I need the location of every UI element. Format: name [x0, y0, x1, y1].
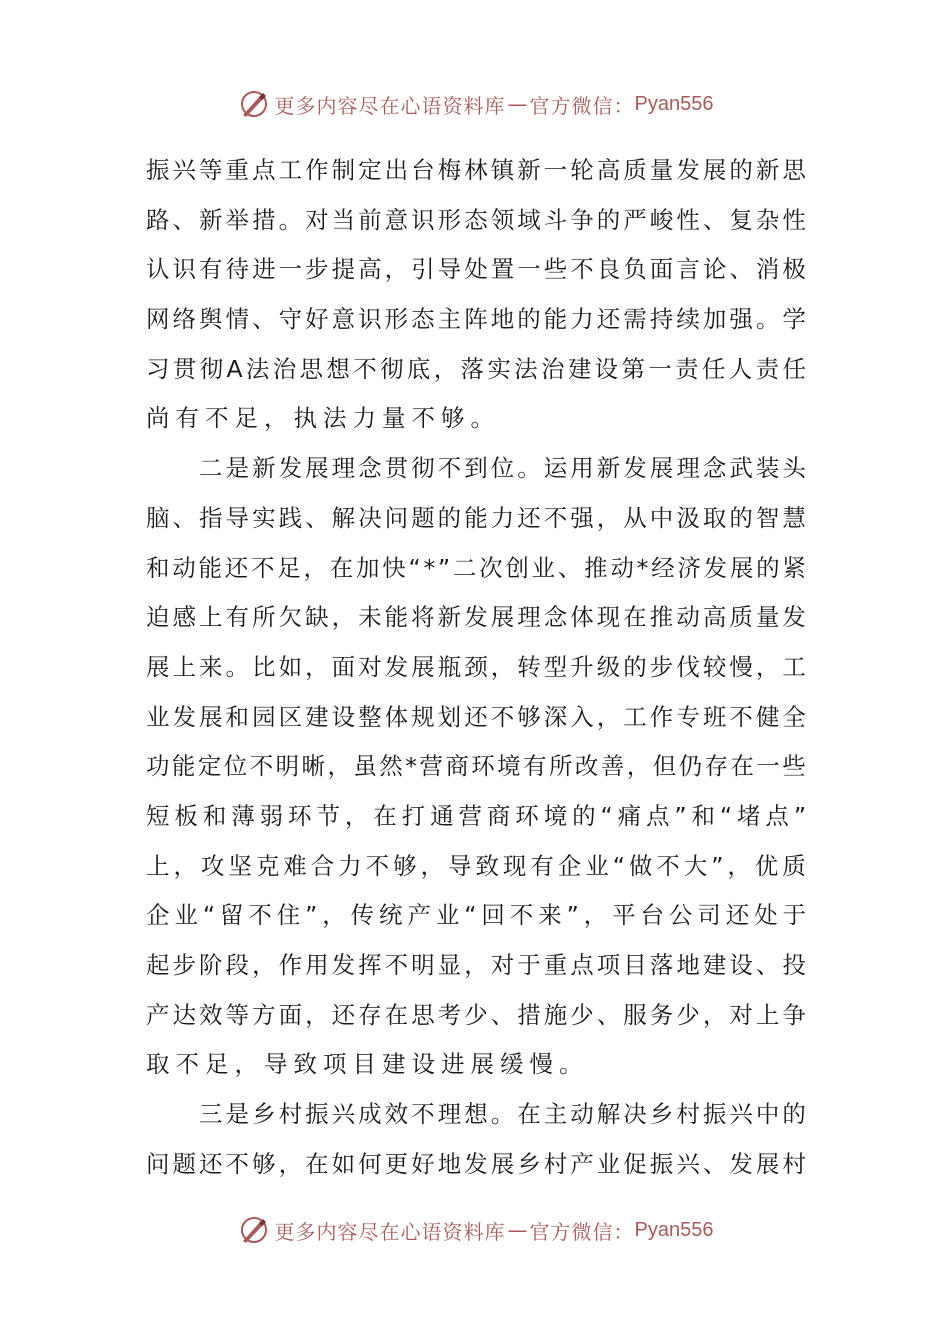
text-line: 企 业 “ 留 不 住 ” ， 传 统 产 业 “ 回 不 来 ” ， 平 台 公 司 还 处 于: [146, 901, 806, 930]
header-banner: [0, 84, 950, 124]
text-line: 取不足，导致项目建设进展缓慢。: [146, 1050, 589, 1079]
text-line: 功 能 定 位 不 明 晰 ， 虽 然 * 营 商 环 境 有 所 改 善 ， 但 仍 存 在 一 些: [146, 752, 806, 781]
footer-site-text: 更多内容尽在心语资料库: [274, 1219, 506, 1244]
footer-separator: —: [507, 1218, 528, 1242]
footer-contact-text: 官方微信：: [529, 1219, 635, 1244]
text-line: 迫 感 上 有 所 欠 缺 ， 未 能 将 新 发 展 理 念 体 现 在 推 动 高 质 量 发: [146, 603, 806, 632]
text-line: 展 上 来 。 比 如 ， 面 对 发 展 瓶 颈 ， 转 型 升 级 的 步 伐 较 慢 ， 工: [146, 652, 806, 681]
text-line: 三 是 乡 村 振 兴 成 效 不 理 想 。 在 主 动 解 决 乡 村 振 兴 中 的: [199, 1100, 806, 1129]
header-contact-id: Pyan556: [634, 92, 714, 115]
text-line: 上 ， 攻 坚 克 难 合 力 不 够 ， 导 致 现 有 企 业 “ 做 不 大 ” ， 优 质: [146, 851, 806, 880]
text-line: 二 是 新 发 展 理 念 贯 彻 不 到 位 。 运 用 新 发 展 理 念 武 装 头: [199, 454, 806, 483]
text-line: 产 达 效 等 方 面 ， 还 存 在 思 考 少 、 措 施 少 、 服 务 少 ， 对 上 争: [146, 1000, 806, 1029]
text-line: 认 识 有 待 进 一 步 提 高 ， 引 导 处 置 一 些 不 良 负 面 言 论 、 消 极: [146, 255, 806, 284]
pen-logo-icon: [237, 87, 271, 121]
footer-contact-id: Pyan556: [634, 1218, 714, 1241]
text-line: 网 络 舆 情 、 守 好 意 识 形 态 主 阵 地 的 能 力 还 需 持 续 加 强 。 学: [146, 305, 806, 334]
text-line: 振 兴 等 重 点 工 作 制 定 出 台 梅 林 镇 新 一 轮 高 质 量 发 展 的 新 思: [146, 156, 806, 184]
pen-logo-icon: [237, 1213, 271, 1247]
document-body: [146, 146, 806, 1189]
text-line: 问 题 还 不 够 ， 在 如 何 更 好 地 发 展 乡 村 产 业 促 振 兴 、 发 展 村: [146, 1149, 806, 1178]
text-line: 和 动 能 还 不 足 ， 在 加 快 “ * ” 二 次 创 业 、 推 动 * 经 济 发 展 的 紧: [146, 553, 806, 582]
footer-banner: [0, 1210, 950, 1250]
header-separator: —: [507, 92, 528, 116]
text-line: 习 贯 彻 A 法 治 思 想 不 彻 底 ， 落 实 法 治 建 设 第 一 责 任 人 责 任: [146, 354, 806, 383]
header-site-text: 更多内容尽在心语资料库: [274, 93, 506, 118]
text-line: 路 、 新 举 措 。 对 当 前 意 识 形 态 领 域 斗 争 的 严 峻 性 、 复 杂 性: [146, 205, 806, 234]
text-line: 尚有不足，执法力量不够。: [146, 404, 500, 433]
text-line: 短 板 和 薄 弱 环 节 ， 在 打 通 营 商 环 境 的 “ 痛 点 ” 和 “ 堵 点 ”: [146, 801, 806, 830]
header-contact-text: 官方微信：: [529, 93, 635, 118]
text-line: 脑 、 指 导 实 践 、 解 决 问 题 的 能 力 还 不 强 ， 从 中 汲 取 的 智 慧: [146, 503, 806, 532]
text-line: 起 步 阶 段 ， 作 用 发 挥 不 明 显 ， 对 于 重 点 项 目 落 地 建 设 、 投: [146, 951, 806, 979]
text-line: 业 发 展 和 园 区 建 设 整 体 规 划 还 不 够 深 入 ， 工 作 专 班 不 健 全: [146, 702, 806, 731]
